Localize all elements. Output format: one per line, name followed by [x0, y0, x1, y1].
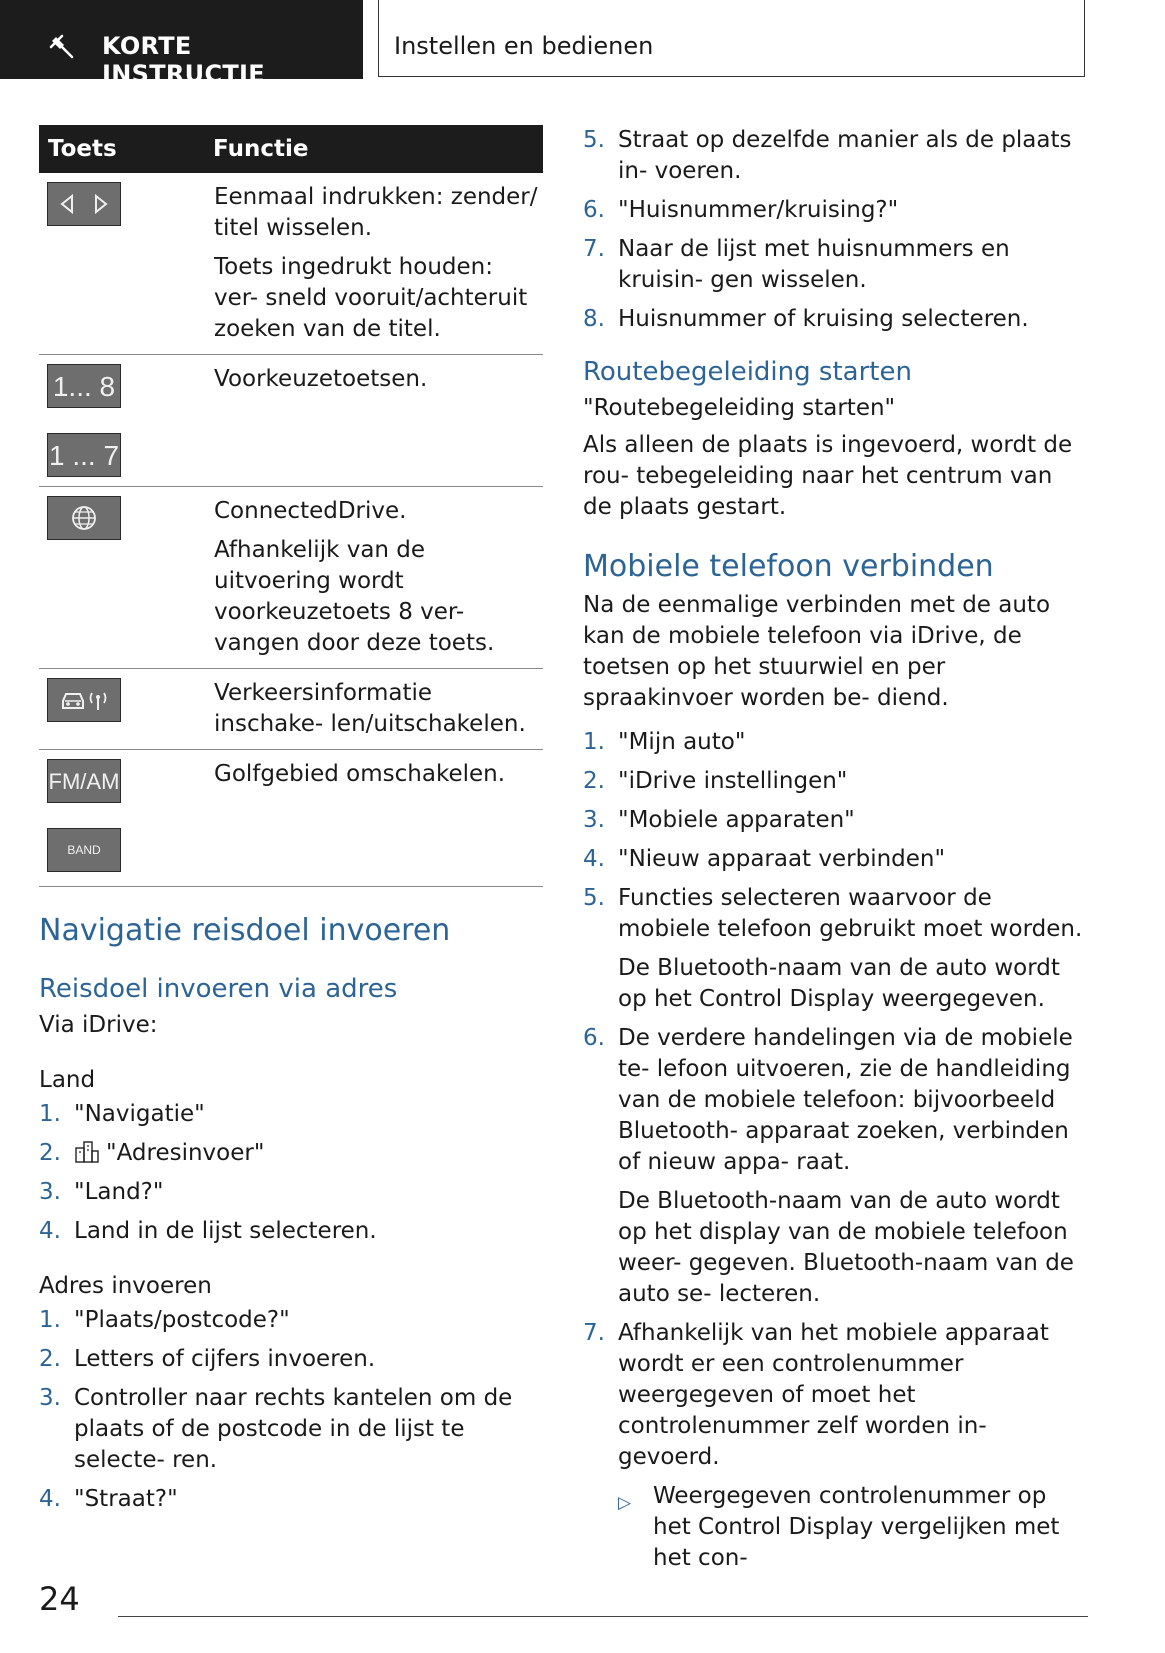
table-row: [39, 669, 543, 750]
intro-text: Via iDrive:: [39, 1012, 158, 1038]
address-heading: Adres invoeren: [39, 1273, 212, 1299]
button-label: BAND: [67, 842, 101, 857]
section-title: KORTE INSTRUCTIE: [102, 32, 265, 88]
button-label: 1 ... 7: [48, 439, 120, 471]
buildings-icon: [74, 1139, 100, 1163]
list-item: 7. Naar de lijst met huisnummers en kruisin- gen wisselen.: [583, 236, 1010, 293]
globe-icon: [69, 503, 99, 533]
list-item: 5. Straat op dezelfde manier als de plaats in- voeren.: [583, 127, 1072, 184]
step-note: De Bluetooth-naam van de auto wordt op het Control Display weergegeven.: [618, 955, 1060, 1012]
chapter-header: [378, 0, 1085, 77]
step-note: De Bluetooth-naam van de auto wordt op het display van de mobiele telefoon weer- gegeven. Bluetooth-naam van de auto se- lecteren.: [618, 1188, 1074, 1307]
list-item: 2. "Adresinvoer": [39, 1140, 265, 1166]
chapter-title: Instellen en bedienen: [394, 32, 654, 60]
button-label: 1... 8: [52, 370, 116, 402]
address-steps-part1: [39, 1305, 543, 1515]
list-item: 4. "Straat?": [39, 1486, 178, 1512]
fm-am-button: [47, 759, 121, 803]
triangle-bullet-icon: ▷: [618, 1493, 632, 1513]
list-item: 6. De verdere handelingen via de mobiele te- lefoon uitvoeren, zie de handleiding van de mobiele telefoon: bijvoorbeeld Bluetooth- apparaat zoeken, verbinden of nieuw appa- raat. De Bluetooth-naam van de auto wordt op het display van de mobiele telefoon weer- gegeven. Bluetooth-naam van de auto se- lecteren.: [583, 1023, 1088, 1310]
phone-steps: [583, 727, 1088, 1574]
footer-divider: [118, 1616, 1088, 1617]
traffic-info-icon: [54, 685, 114, 715]
table-row: [39, 173, 543, 355]
band-button: [47, 828, 121, 872]
list-item: 3. "Mobiele apparaten": [583, 807, 855, 833]
land-heading: Land: [39, 1067, 96, 1093]
function-text: Voorkeuzetoetsen.: [214, 366, 428, 392]
list-item: 4. "Nieuw apparaat verbinden": [583, 846, 946, 872]
land-steps: [39, 1099, 543, 1247]
list-item: 2. "iDrive instellingen": [583, 768, 848, 794]
list-item: 7. Afhankelijk van het mobiele apparaat wordt er een controlenummer weergegeven of moet het controlenummer zelf worden in- gevoerd. ▷ Weergegeven controlenummer op het Control Display vergelijken met het con-: [583, 1318, 1088, 1574]
pin-icon: [48, 33, 78, 63]
list-item: 3. "Land?": [39, 1179, 164, 1205]
route-heading: Routebegeleiding starten: [583, 357, 912, 387]
page-number: 24: [39, 1580, 80, 1618]
list-item: 3. Controller naar rechts kantelen om de plaats of de postcode in de lijst te selecte- ren.: [39, 1385, 513, 1473]
function-text: Eenmaal indrukken: zender/ titel wisselen.: [214, 184, 538, 241]
list-item: 1. "Plaats/postcode?": [39, 1307, 290, 1333]
table-header-function: Functie: [213, 125, 543, 173]
function-text: ConnectedDrive.: [214, 498, 407, 524]
preset-1-7-button: [47, 433, 121, 477]
table-row: [39, 750, 543, 887]
list-item: 8. Huisnummer of kruising selecteren.: [583, 306, 1029, 332]
key-function-table: [39, 125, 543, 887]
phone-intro: Na de eenmalige verbinden met de auto kan de mobiele telefoon via iDrive, de toetsen op het stuurwiel en per spraakinvoer worden be- diend.: [583, 592, 1051, 711]
function-text: Verkeersinformatie inschake- len/uitschakelen.: [214, 680, 526, 737]
button-label: FM/AM: [48, 768, 120, 794]
traffic-info-button: [47, 678, 121, 722]
function-text: Golfgebied omschakelen.: [214, 761, 506, 787]
right-column: [583, 125, 1088, 1582]
function-text: Afhankelijk van de uitvoering wordt voorkeuzetoets 8 ver- vangen door deze toets.: [214, 537, 495, 656]
preset-1-8-button: [47, 364, 121, 408]
route-text: "Routebegeleiding starten": [583, 395, 896, 421]
phone-heading: Mobiele telefoon verbinden: [583, 549, 994, 584]
table-row: [39, 355, 543, 487]
table-row: [39, 487, 543, 669]
list-item: 6. "Huisnummer/kruising?": [583, 197, 899, 223]
prev-next-button: [47, 182, 121, 226]
list-item: 4. Land in de lijst selecteren.: [39, 1218, 377, 1244]
connecteddrive-button: [47, 496, 121, 540]
table-header-key: Toets: [39, 125, 213, 173]
list-item: 1. "Navigatie": [39, 1101, 205, 1127]
left-column: [39, 125, 543, 1523]
list-item: 5. Functies selecteren waarvoor de mobiele telefoon gebruikt moet worden. De Bluetooth-naam van de auto wordt op het Control Display weergegeven.: [583, 883, 1088, 1015]
bullet-item: ▷ Weergegeven controlenummer op het Control Display vergelijken met het con-: [618, 1483, 1060, 1571]
route-text: Als alleen de plaats is ingevoerd, wordt de rou- tebegeleiding naar het centrum van de plaats gestart.: [583, 432, 1073, 520]
section-heading: Navigatie reisdoel invoeren: [39, 913, 451, 948]
function-text: Toets ingedrukt houden: ver- sneld vooruit/achteruit zoeken van de titel.: [214, 254, 528, 342]
list-item: 1. "Mijn auto": [583, 729, 746, 755]
section-tab: [0, 0, 363, 88]
list-item: 2. Letters of cijfers invoeren.: [39, 1346, 376, 1372]
address-steps-part2: [583, 125, 1088, 335]
prev-next-icon: [54, 189, 114, 219]
subsection-heading: Reisdoel invoeren via adres: [39, 974, 398, 1004]
